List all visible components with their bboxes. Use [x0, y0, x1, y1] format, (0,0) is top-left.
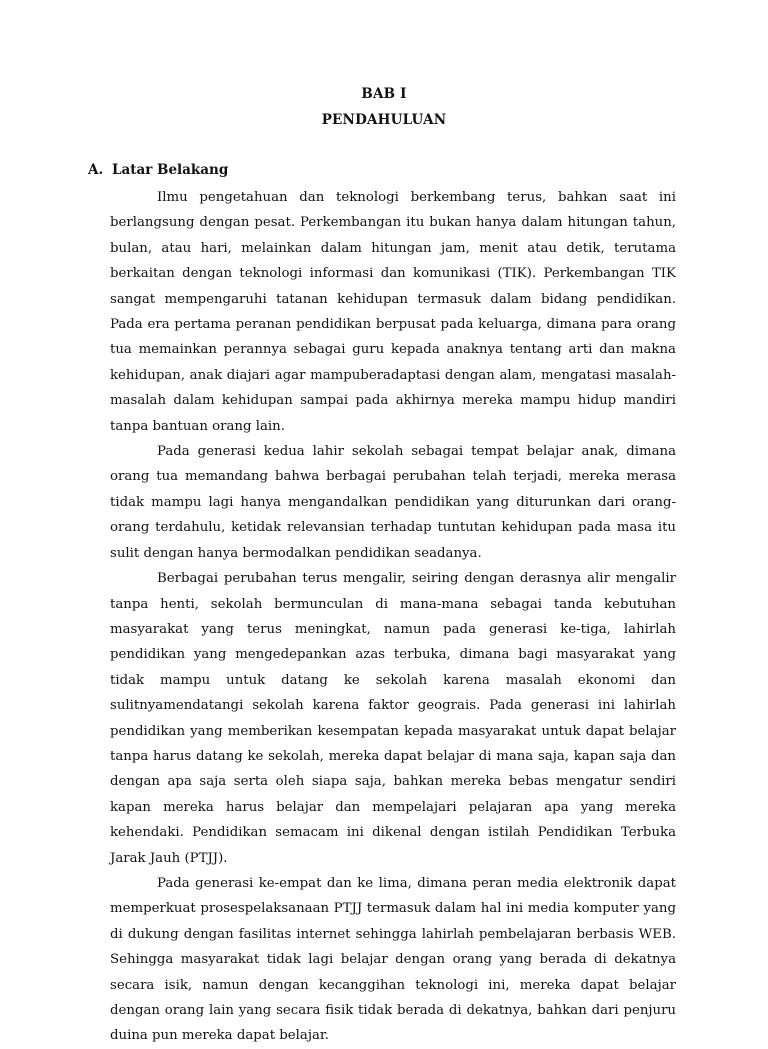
chapter-title: PENDAHULUAN: [321, 112, 447, 128]
section-heading: [88, 162, 228, 178]
paragraph: Pada generasi ke-empat dan ke lima, dimana peran media elektronik dapat memperkuat prosespelaksanaan PTJJ termasuk dalam hal ini media komputer yang di dukung dengan fasilitas internet sehingga lahirlah pembelajaran berbasis WEB. Sehingga masyarakat tidak lagi belajar dengan orang yang berada di dekatnya secara isik, namun dengan kecanggihan teknologi ini, mereka dapat belajar dengan orang lain yang secara fisik tidak berada di dekatnya, bahkan dari penjuru duina pun mereka dapat belajar.: [110, 875, 676, 1044]
paragraph: Ilmu pengetahuan dan teknologi berkembang terus, bahkan saat ini berlangsung dengan pesat. Perkembangan itu bukan hanya dalam hitungan tahun, bulan, atau hari, melainkan dalam hitungan jam, menit atau detik, terutama berkaitan dengan teknologi informasi dan komunikasi (TIK). Perkembangan TIK sangat mempengaruhi tatanan kehidupan termasuk dalam bidang pendidikan. Pada era pertama peranan pendidikan berpusat pada keluarga, dimana para orang tua memainkan perannya sebagai guru kepada anaknya tentang arti dan makna kehidupan, anak diajari agar mampuberadaptasi dengan alam, mengatasi masalah-masalah dalam kehidupan sampai pada akhirnya mereka mampu hidup mandiri tanpa bantuan orang lain.: [110, 190, 676, 434]
paragraph: Pada generasi kedua lahir sekolah sebagai tempat belajar anak, dimana orang tua memandang bahwa berbagai perubahan telah terjadi, mereka merasa tidak mampu lagi hanya mengandalkan pendidikan yang diturunkan dari orang-orang terdahulu, ketidak relevansian terhadap tuntutan kehidupan pada masa itu sulit dengan hanya bermodalkan pendidikan seadanya.: [110, 444, 676, 561]
section-body: [110, 185, 676, 1049]
chapter-heading: BAB I: [361, 86, 407, 102]
section-title: Latar Belakang: [112, 162, 229, 178]
paragraph: Berbagai perubahan terus mengalir, seiring dengan derasnya alir mengalir tanpa henti, sekolah bermunculan di mana-mana sebagai tanda kebutuhan masyarakat yang terus meningkat, namun pada generasi ke-tiga, lahirlah pendidikan yang mengedepankan azas terbuka, dimana bagi masyarakat yang tidak mampu untuk datang ke sekolah karena masalah ekonomi dan sulitnyamendatangi sekolah karena faktor geograis. Pada generasi ini lahirlah pendidikan yang memberikan kesempatan kepada masyarakat untuk dapat belajar tanpa harus datang ke sekolah, mereka dapat belajar di mana saja, kapan saja dan dengan apa saja serta oleh siapa saja, bahkan mereka bebas mengatur sendiri kapan mereka harus belajar dan mempelajari pelajaran apa yang mereka kehendaki. Pendidikan semacam ini dikenal dengan istilah Pendidikan Terbuka Jarak Jauh (PTJJ).: [110, 571, 676, 866]
section-number: A.: [88, 162, 104, 178]
